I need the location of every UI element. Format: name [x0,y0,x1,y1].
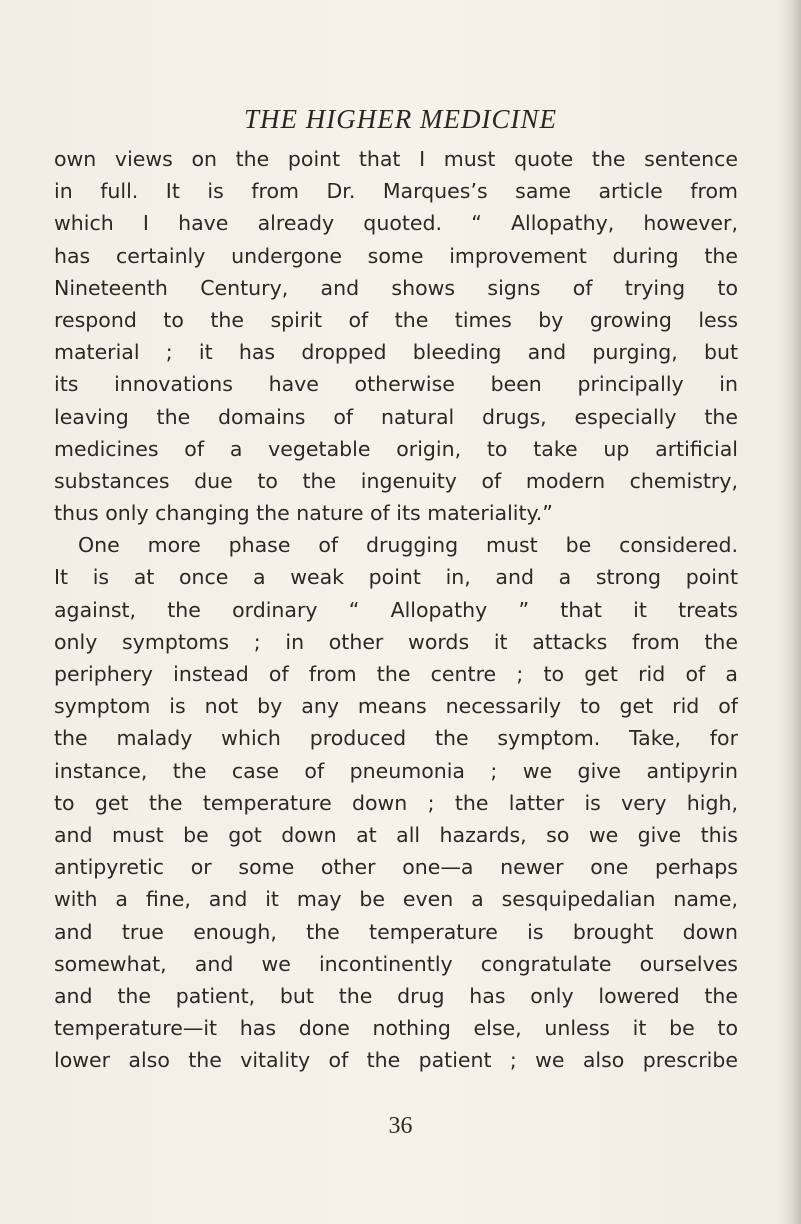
page-number: 36 [388,1113,413,1139]
text-line: with a fine, and it may be even a sesquipedalian name, [54,887,738,912]
text-line: against, the ordinary “ Allopathy ” that it treats [54,597,738,622]
text-line: and must be got down at all hazards, so we give this [54,822,738,847]
text-line: periphery instead of from the centre ; to get rid of a [54,662,738,686]
text-line: and the patient, but the drug has only lowered the [54,983,738,1008]
text-line: in full. It is from Dr. Marques’s same article from [54,179,738,204]
text-line: lower also the vitality of the patient ; we also prescribe [54,1048,738,1073]
running-head: THE HIGHER MEDICINE [244,104,557,134]
text-line: Nineteenth Century, and shows signs of trying to [54,275,738,300]
text-line: somewhat, and we incontinently congratulate ourselves [54,951,738,976]
text-line: medicines of a vegetable origin, to take up artificial [54,436,738,461]
text-line: antipyretic or some other one—a newer one perhaps [54,855,738,880]
text-line: material ; it has dropped bleeding and purging, but [54,340,738,365]
text-line: leaving the domains of natural drugs, especially the [54,404,738,429]
body-text [54,143,738,1076]
text-line: has certainly undergone some improvement during the [54,243,738,268]
text-line: respond to the spirit of the times by growing less [54,307,738,332]
page-edge-shadow [779,0,801,1224]
text-line: the malady which produced the symptom. Take, for [54,726,738,751]
text-line: only symptoms ; in other words it attacks from the [54,629,738,654]
text-line: One more phase of drugging must be considered. [78,533,738,558]
text-line: thus only changing the nature of its materiality.” [54,501,553,526]
text-line: and true enough, the temperature is brought down [54,919,738,944]
text-line: symptom is not by any means necessarily to get rid of [54,694,738,719]
text-line: temperature—it has done nothing else, unless it be to [54,1016,738,1041]
text-line: It is at once a weak point in, and a strong point [54,565,738,590]
text-line: which I have already quoted. “ Allopathy, however, [54,211,738,236]
text-line: instance, the case of pneumonia ; we give antipyrin [54,758,738,783]
text-line: substances due to the ingenuity of modern chemistry, [54,468,738,493]
text-line: its innovations have otherwise been principally in [54,372,738,397]
text-line: own views on the point that I must quote the sentence [54,147,738,171]
text-line: to get the temperature down ; the latter is very high, [54,790,738,815]
